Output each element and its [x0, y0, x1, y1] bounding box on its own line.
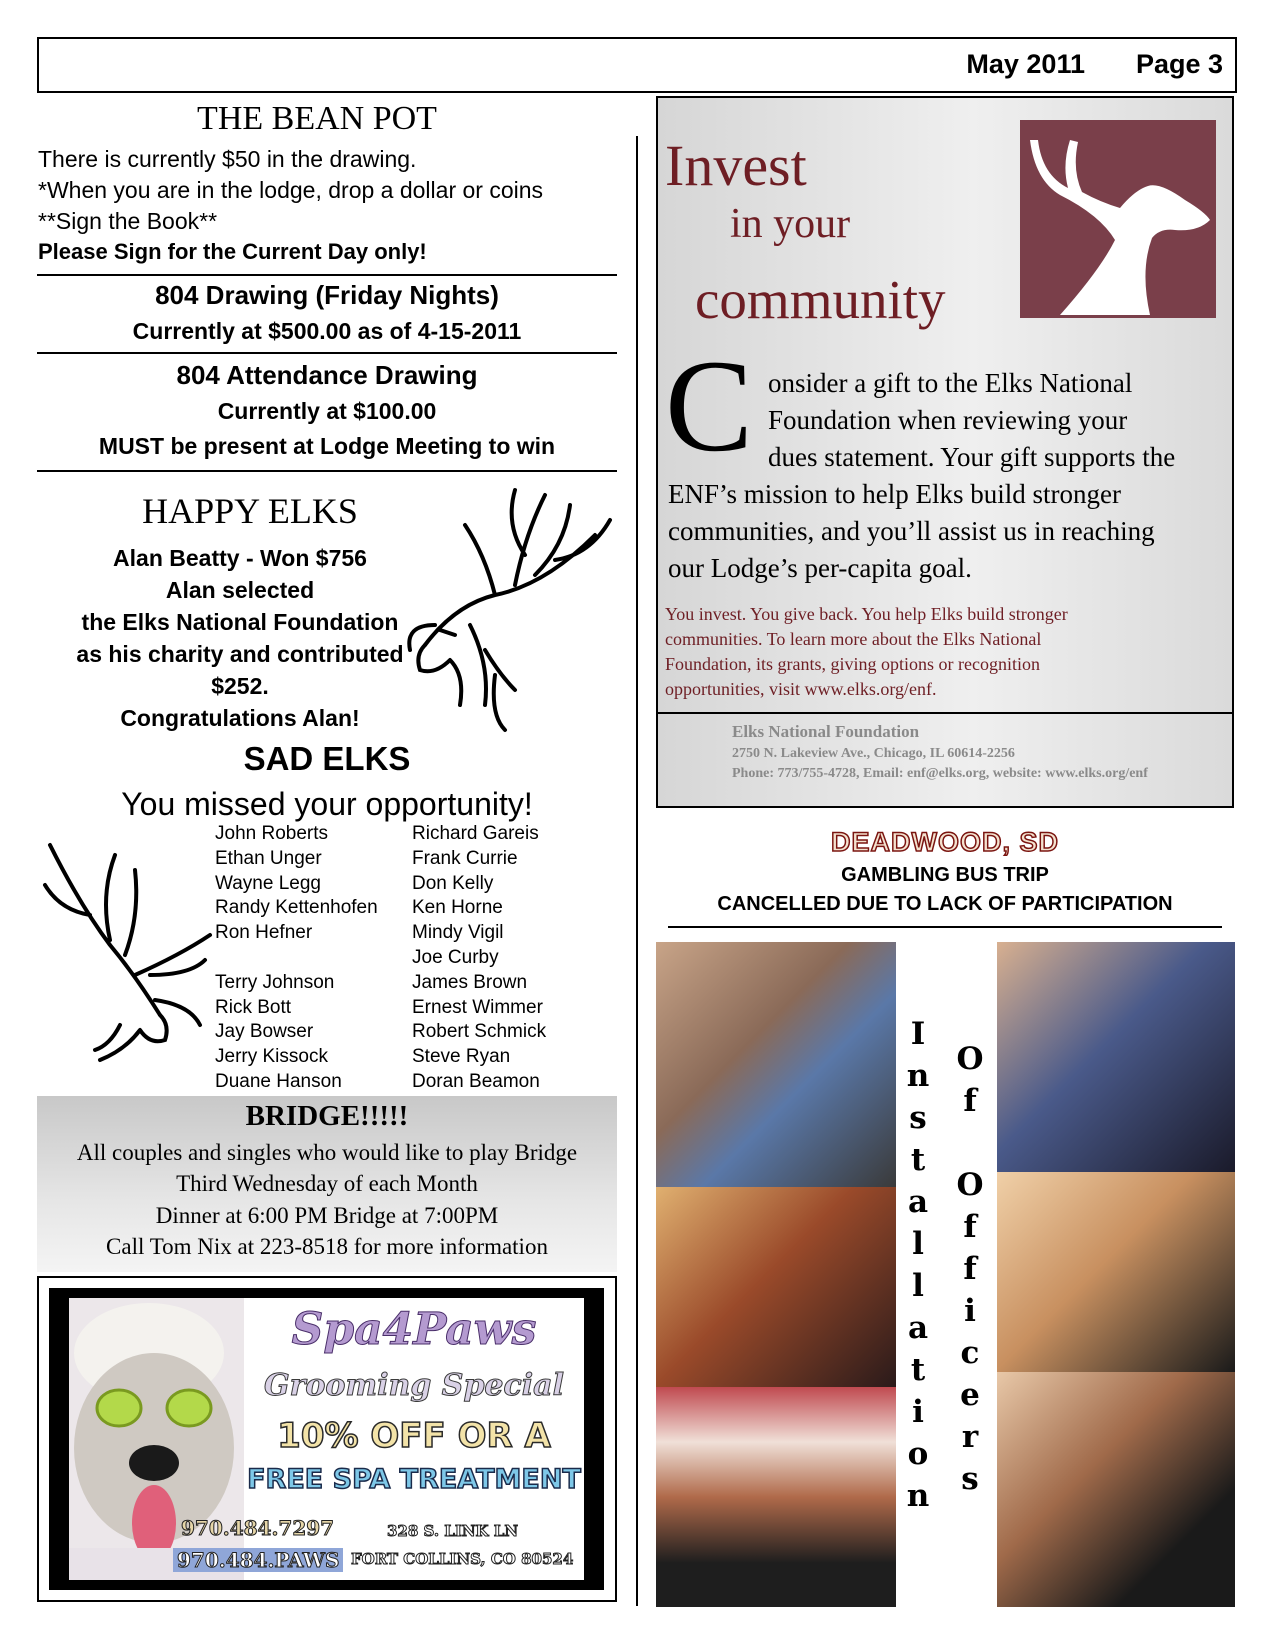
bean-pot-line: **Sign the Book** — [38, 208, 218, 234]
bean-pot-title: THE BEAN POT — [197, 100, 437, 137]
name-item: Richard Gareis — [412, 823, 539, 844]
spa-tagline: Grooming Special — [263, 1368, 565, 1403]
enf-address: 2750 N. Lakeview Ave., Chicago, IL 60614-2256 — [732, 746, 1015, 761]
name-item: Robert Schmick — [412, 1021, 547, 1043]
name-item: Wayne Legg — [215, 872, 321, 894]
letter: s — [909, 1100, 927, 1136]
letter: a — [907, 1310, 929, 1346]
letter: f — [963, 1083, 977, 1119]
enf-paragraph-line: ENF’s mission to help Elks build stronger — [668, 479, 1122, 509]
letter: I — [910, 1016, 926, 1052]
enf-paragraph-line: Foundation when reviewing your — [768, 405, 1128, 435]
elk-antler-logo-icon — [1020, 120, 1216, 318]
letter: s — [961, 1461, 979, 1497]
spa-offer-line2: FREE SPA TREATMENT — [247, 1464, 581, 1495]
invest-heading: in your — [730, 201, 851, 247]
spa-offer-line1: 10% OFF OR A — [277, 1416, 551, 1456]
enf-paragraph-line: communities, and you’ll assist us in reaching — [668, 516, 1155, 546]
name-item: Randy Kettenhofen — [215, 897, 378, 919]
divider — [37, 470, 617, 472]
happy-line: Alan selected — [165, 577, 315, 603]
invest-heading: Invest — [665, 133, 807, 198]
letter: i — [964, 1293, 976, 1329]
name-item: Mindy Vigil — [412, 922, 504, 944]
bridge-line: All couples and singles who would like to play Bridge — [76, 1140, 578, 1165]
happy-line: the Elks National Foundation — [81, 609, 399, 635]
letter: i — [912, 1394, 924, 1430]
name-item: Ken Horne — [412, 897, 503, 919]
enf-contact: Phone: 773/755-4728, Email: enf@elks.org, website: www.elks.org/enf — [732, 766, 1148, 781]
deadwood-line: CANCELLED DUE TO LACK OF PARTICIPATION — [717, 893, 1173, 915]
enf-paragraph-line: onsider a gift to the Elks National — [768, 368, 1133, 398]
letter-gap — [955, 1122, 985, 1164]
enf-paragraph-line: our Lodge’s per-capita goal. — [668, 553, 972, 583]
name-item: Rick Bott — [215, 996, 292, 1018]
installation-of-officers-word2 — [955, 1038, 985, 1500]
letter: f — [963, 1209, 977, 1245]
name-item: Ethan Unger — [215, 847, 322, 869]
issue-date: May 2011 — [966, 49, 1085, 79]
dropcap: C — [665, 332, 754, 479]
letter: O — [956, 1041, 984, 1077]
bean-pot-line: *When you are in the lodge, drop a dollar or coins — [38, 177, 544, 203]
name-item: Steve Ryan — [412, 1046, 511, 1068]
name-item: Jerry Kissock — [215, 1046, 328, 1068]
name-item: Ron Hefner — [215, 922, 313, 944]
divider — [658, 712, 1232, 714]
installation-of-officers-word1 — [903, 1013, 933, 1517]
name-item — [215, 946, 378, 971]
happy-elks-title: HAPPY ELKS — [142, 491, 358, 531]
divider — [37, 274, 617, 276]
bridge-title: BRIDGE!!!!! — [245, 1100, 409, 1132]
divider — [37, 352, 617, 354]
name-item: Duane Hanson — [215, 1070, 342, 1092]
name-item: Jay Bowser — [215, 1021, 314, 1043]
installation-photo — [997, 1172, 1235, 1372]
bridge-line: Dinner at 6:00 PM Bridge at 7:00PM — [155, 1203, 499, 1228]
column-divider — [636, 136, 638, 1606]
letter: e — [960, 1377, 980, 1413]
enf-small-line: Foundation, its grants, giving options or recognition — [665, 654, 1040, 674]
name-item: Joe Curby — [412, 946, 499, 968]
sad-elk-sketch-icon — [40, 825, 215, 1070]
spa-address2: FORT COLLINS, CO 80524 — [351, 1550, 574, 1568]
attendance-note: MUST be present at Lodge Meeting to win — [98, 433, 556, 459]
bridge-line: Call Tom Nix at 223-8518 for more information — [106, 1234, 548, 1259]
enf-org-name: Elks National Foundation — [732, 722, 920, 741]
elks-logo — [1020, 120, 1216, 318]
happy-line: $252. — [211, 673, 269, 699]
name-item: Don Kelly — [412, 872, 494, 894]
enf-small-line: communities. To learn more about the Elks National — [665, 629, 1042, 649]
letter: l — [912, 1268, 924, 1304]
installation-photo — [656, 1387, 896, 1607]
drawing-804-title: 804 Drawing (Friday Nights) — [155, 280, 499, 310]
letter: n — [906, 1058, 930, 1094]
enf-small-line: opportunities, visit www.elks.org/enf. — [665, 679, 937, 699]
happy-line: Congratulations Alan! — [120, 705, 360, 731]
spa-brand: Spa4Paws — [291, 1304, 537, 1355]
letter: t — [910, 1352, 926, 1388]
name-item: Terry Johnson — [215, 971, 335, 993]
header-box — [37, 37, 1237, 93]
divider — [668, 926, 1222, 928]
page-number: Page 3 — [1135, 49, 1223, 79]
name-item: Ernest Wimmer — [412, 996, 543, 1018]
deadwood-line: GAMBLING BUS TRIP — [841, 864, 1049, 886]
bean-pot-line: Please Sign for the Current Day only! — [38, 239, 427, 264]
spa-address1: 328 S. LINK LN — [387, 1522, 519, 1540]
letter: r — [961, 1419, 979, 1455]
letter: f — [963, 1251, 977, 1287]
name-item: Frank Currie — [412, 847, 518, 869]
sad-elks-title: SAD ELKS — [243, 740, 411, 777]
happy-line: as his charity and contributed — [76, 641, 404, 667]
installation-photo — [656, 1187, 896, 1387]
spa-phone1: 970.484.7297 — [181, 1516, 335, 1540]
deadwood-title: DEADWOOD, SD — [831, 827, 1059, 857]
letter: o — [907, 1436, 929, 1472]
happy-line: Alan Beatty - Won $756 — [113, 545, 367, 571]
sad-elks-names-col2 — [412, 822, 546, 1095]
sad-elks-subtitle: You missed your opportunity! — [121, 786, 533, 822]
letter: t — [910, 1142, 926, 1178]
drawing-804-amount: Currently at $500.00 as of 4-15-2011 — [132, 318, 522, 344]
installation-photo — [656, 942, 896, 1187]
enf-small-line: You invest. You give back. You help Elks build stronger — [665, 604, 1068, 624]
sad-elks-names-col1 — [215, 822, 378, 1095]
happy-elk-sketch-icon — [395, 475, 620, 745]
name-item: James Brown — [412, 971, 528, 993]
name-item: Doran Beamon — [412, 1070, 540, 1092]
spa-ad — [69, 1298, 584, 1580]
letter: n — [906, 1478, 930, 1514]
divider — [668, 806, 1222, 808]
bean-pot-line: There is currently $50 in the drawing. — [38, 146, 417, 172]
letter: a — [907, 1184, 929, 1220]
invest-heading: community — [695, 269, 946, 330]
spa-phone2: 970.484.PAWS — [173, 1548, 343, 1572]
enf-paragraph-line: dues statement. Your gift supports the — [768, 442, 1176, 472]
name-item: John Roberts — [215, 823, 329, 844]
attendance-title: 804 Attendance Drawing — [176, 360, 478, 390]
attendance-amount: Currently at $100.00 — [217, 398, 437, 424]
letter: l — [912, 1226, 924, 1262]
letter: c — [960, 1335, 980, 1371]
installation-photo — [997, 1372, 1235, 1607]
letter: O — [956, 1167, 984, 1203]
installation-photo — [997, 942, 1235, 1172]
bridge-line: Third Wednesday of each Month — [176, 1171, 478, 1196]
happy-elks-text — [40, 542, 440, 734]
